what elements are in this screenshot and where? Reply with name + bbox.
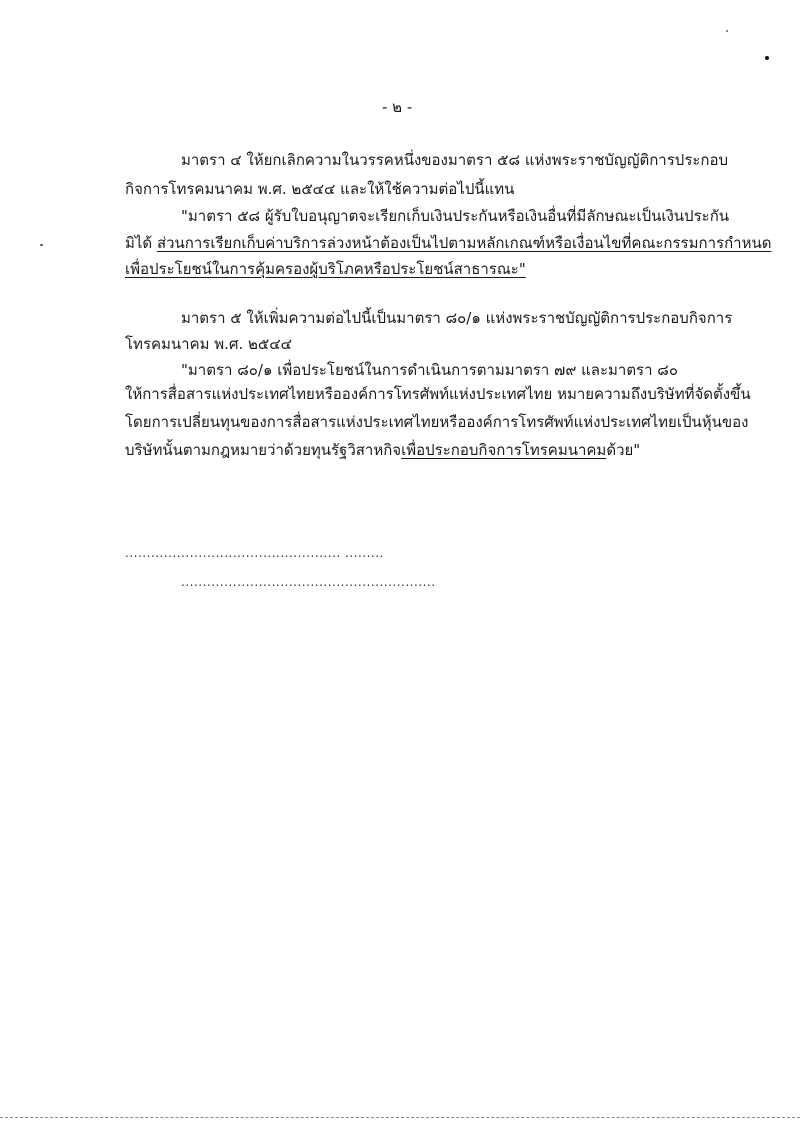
section4-quote-line2-plain: มิได้ bbox=[125, 234, 157, 252]
scan-edge bbox=[0, 1117, 800, 1118]
section5-quote-line4-end: ด้วย" bbox=[606, 441, 641, 459]
section4-quote-line1: "มาตรา ๕๘ ผู้รับใบอนุญาตจะเรียกเก็บเงินประกันหรือเงินอื่นที่มีลักษณะเป็นเงินประกัน bbox=[181, 207, 730, 225]
section5-quote-line3: โดยการเปลี่ยนทุนของการสื่อสารแห่งประเทศไทยหรือองค์การโทรศัพท์แห่งประเทศไทยเป็นหุ้นของ bbox=[125, 413, 749, 431]
section5-quote-line2: ให้การสื่อสารแห่งประเทศไทยหรือองค์การโทรศัพท์แห่งประเทศไทย หมายความถึงบริษัทที่จัดตั้งขึ้น bbox=[125, 385, 751, 403]
section5-line1: มาตรา ๕ ให้เพิ่มความต่อไปนี้เป็นมาตรา ๘๐/๑ แห่งพระราชบัญญัติการประกอบกิจการ bbox=[181, 309, 733, 327]
section5-quote-line4-plain: บริษัทนั้นตามกฎหมายว่าด้วยทุนรัฐวิสาหกิจ bbox=[125, 441, 402, 459]
section5-quote-line1: "มาตรา ๘๐/๑ เพื่อประโยชน์ในการดำเนินการตามมาตรา ๗๙ และมาตรา ๘๐ bbox=[181, 361, 679, 379]
section5-line2: โทรคมนาคม พ.ศ. ๒๕๔๔ bbox=[125, 335, 292, 353]
section4-line1: มาตรา ๔ ให้ยกเลิกความในวรรคหนึ่งของมาตรา ๕๘ แห่งพระราชบัญญัติการประกอบ bbox=[181, 151, 729, 169]
section4-line2: กิจการโทรคมนาคม พ.ศ. ๒๕๔๔ และให้ใช้ความต่อไปนี้แทน bbox=[125, 180, 515, 198]
section4-quote-line2-underlined: ส่วนการเรียกเก็บค่าบริการล่วงหน้าต้องเป็นไปตามหลักเกณฑ์หรือเงื่อนไขที่คณะกรรมการกำหนด bbox=[156, 234, 772, 252]
section5-quote-line4-underlined: เพื่อประกอบกิจการโทรคมนาคม bbox=[401, 441, 607, 459]
section5-quote-line4 bbox=[125, 440, 640, 460]
section4-quote-line3-end: " bbox=[518, 260, 526, 278]
scan-speck bbox=[765, 56, 769, 60]
page-number: - ๒ - bbox=[382, 98, 413, 116]
scan-speck bbox=[40, 244, 43, 246]
signature-dots-line2: ........................................................... bbox=[181, 575, 436, 589]
section4-quote-line2 bbox=[125, 233, 771, 253]
section4-quote-line3 bbox=[125, 259, 526, 279]
scan-speck bbox=[726, 30, 728, 32]
signature-dots-line1: .................................................. ......... bbox=[125, 546, 384, 560]
section4-quote-line3-underlined: เพื่อประโยชน์ในการคุ้มครองผู้บริโภคหรือประโยชน์สาธารณะ bbox=[125, 260, 519, 278]
